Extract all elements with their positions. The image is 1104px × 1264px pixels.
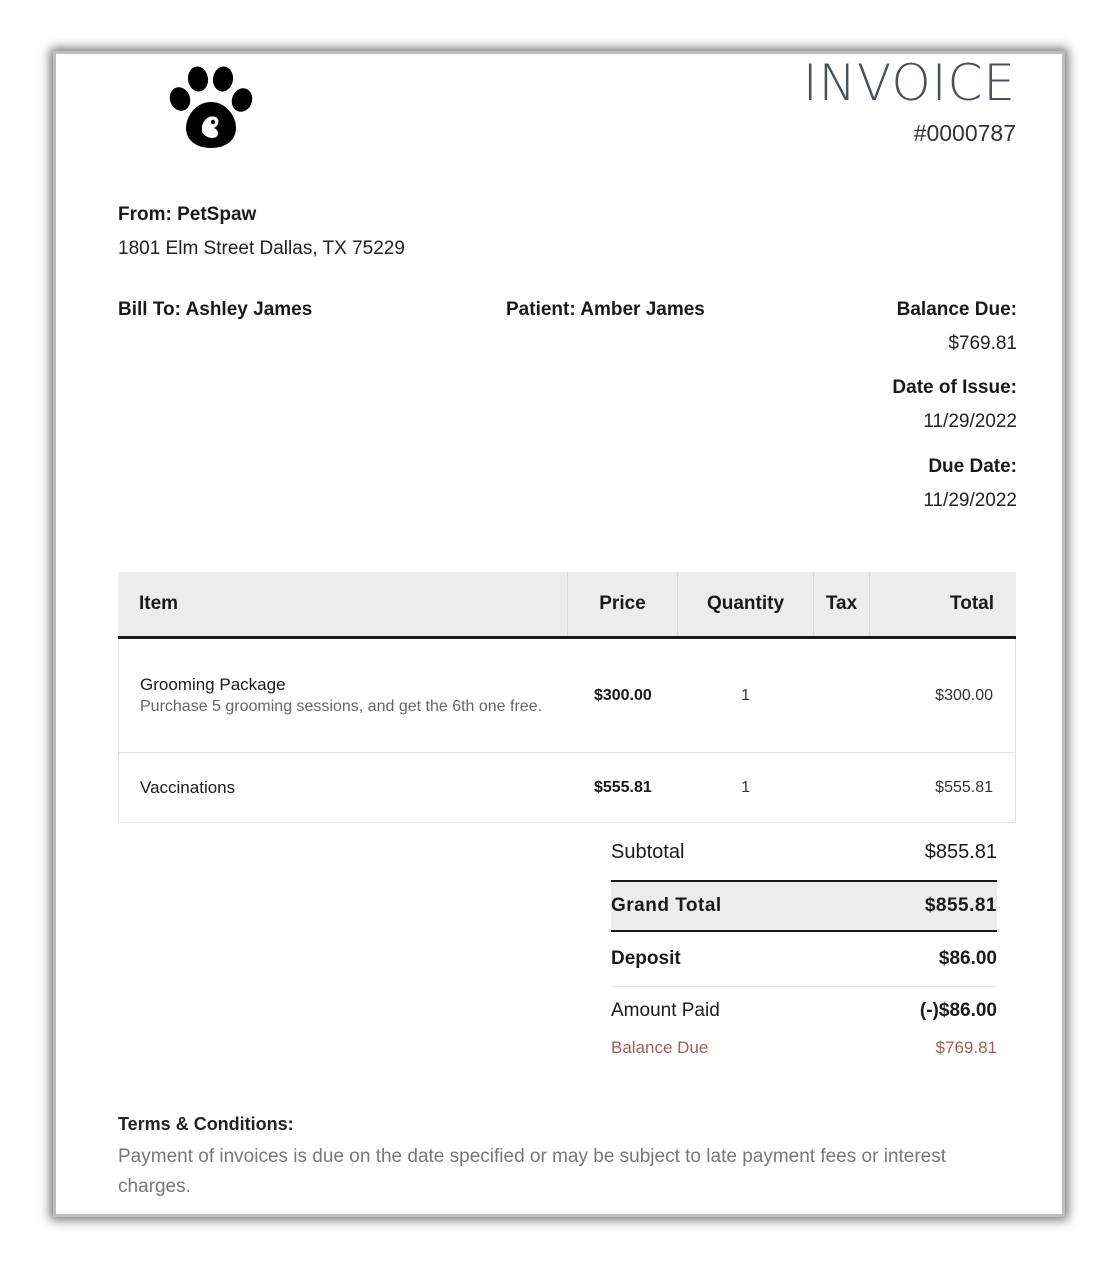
item-cell <box>119 778 568 798</box>
table-row <box>118 753 1016 823</box>
from-label: From: PetSpaw <box>118 204 257 225</box>
paw-icon <box>166 66 256 150</box>
balance-due-value: $769.81 <box>948 333 1017 354</box>
items-table <box>118 572 1016 823</box>
item-name: Grooming Package <box>140 674 286 694</box>
grand-total-label: Grand Total <box>611 895 722 916</box>
item-cell <box>119 675 568 717</box>
balance-due-summary-value: $769.81 <box>935 1038 997 1057</box>
deposit-value: $86.00 <box>938 948 997 969</box>
header-item: Item <box>118 572 568 636</box>
table-row <box>118 639 1016 753</box>
balance-due-summary-label: Balance Due <box>611 1038 709 1057</box>
date-of-issue-value: 11/29/2022 <box>923 411 1017 432</box>
amount-paid-row <box>611 987 997 1035</box>
totals-summary <box>611 824 997 1061</box>
grand-total-row <box>611 882 997 932</box>
balance-due-row <box>611 1035 997 1061</box>
header-total: Total <box>950 593 994 614</box>
subtotal-value: $855.81 <box>924 840 997 863</box>
date-of-issue-label: Date of Issue: <box>892 377 1017 398</box>
subtotal-row <box>611 824 997 882</box>
item-name: Vaccinations <box>140 777 236 797</box>
total-cell: $555.81 <box>935 778 994 796</box>
invoice-title: INVOICE <box>802 54 1016 112</box>
items-table-header <box>118 572 1016 639</box>
amount-paid-value: (-)$86.00 <box>919 1000 997 1021</box>
invoice-sheet <box>56 54 1062 1214</box>
bill-to: Bill To: Ashley James <box>118 299 313 320</box>
total-cell: $300.00 <box>935 686 994 704</box>
quantity-cell: 1 <box>741 778 751 796</box>
header-price: Price <box>568 572 678 636</box>
terms-label: Terms & Conditions: <box>118 1114 294 1134</box>
deposit-label: Deposit <box>611 948 681 969</box>
amount-paid-label: Amount Paid <box>611 1000 720 1021</box>
balance-due-label: Balance Due: <box>896 299 1017 320</box>
grand-total-value: $855.81 <box>924 895 997 916</box>
quantity-cell: 1 <box>741 686 751 704</box>
from-address: 1801 Elm Street Dallas, TX 75229 <box>118 238 405 259</box>
item-description: Purchase 5 grooming sessions, and get the 6th one free. <box>140 697 543 715</box>
price-cell: $300.00 <box>593 686 652 704</box>
header-tax: Tax <box>814 572 870 636</box>
terms-text: Payment of invoices is due on the date specified or may be subject to late payment fees or interest charges. <box>118 1146 947 1197</box>
header-quantity: Quantity <box>678 572 814 636</box>
due-date-label: Due Date: <box>928 456 1017 477</box>
price-cell: $555.81 <box>593 778 652 796</box>
deposit-row <box>611 932 997 987</box>
subtotal-label: Subtotal <box>611 840 685 863</box>
due-date-value: 11/29/2022 <box>923 490 1017 511</box>
patient: Patient: Amber James <box>506 299 705 320</box>
invoice-number: #0000787 <box>913 120 1016 146</box>
